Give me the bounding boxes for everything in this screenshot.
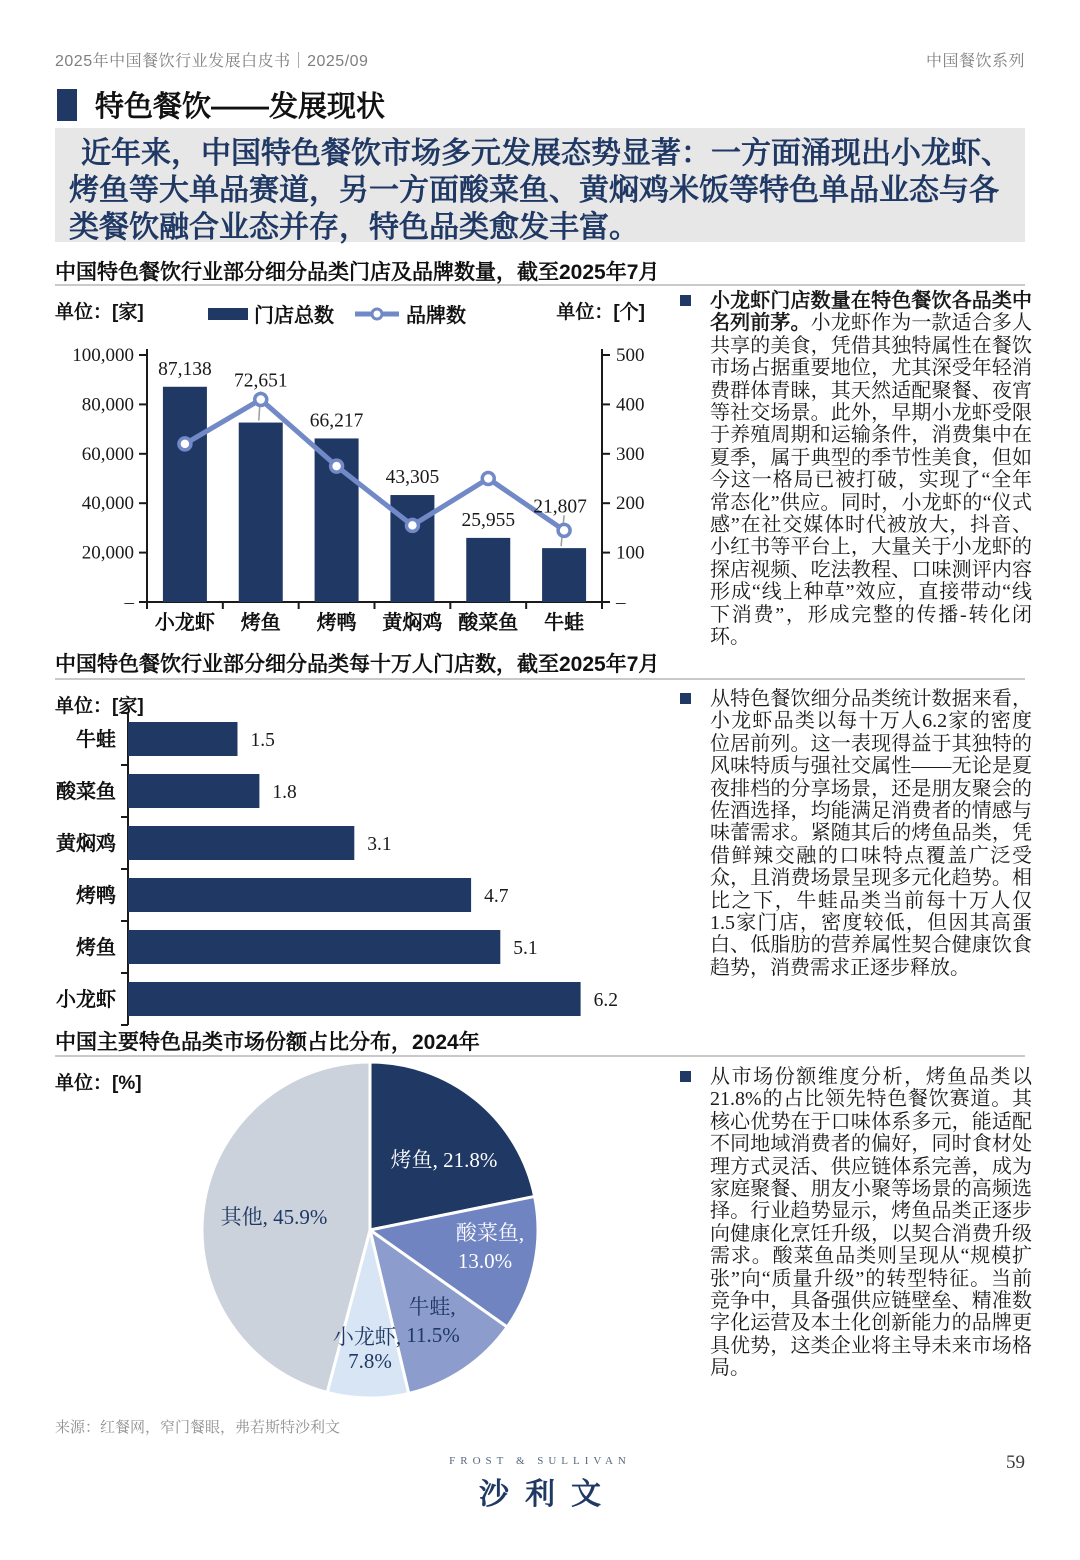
page-title: 特色餐饮——发展现状 (95, 91, 386, 123)
section3-unit: 单位：[%] (55, 1073, 142, 1094)
svg-text:1.8: 1.8 (272, 782, 297, 803)
svg-text:5.1: 5.1 (513, 938, 538, 959)
svg-text:80,000: 80,000 (81, 394, 134, 416)
bullet-1 (680, 290, 1032, 649)
svg-text:烤鱼: 烤鱼 (240, 612, 281, 634)
header-right: 中国餐饮系列 (925, 53, 1025, 70)
svg-text:牛蛙,: 牛蛙, (408, 1295, 456, 1319)
svg-text:烤鱼, 21.8%: 烤鱼, 21.8% (390, 1148, 498, 1172)
line-marker-swatch-icon (354, 307, 400, 321)
svg-text:100,000: 100,000 (72, 345, 134, 366)
svg-text:–: – (616, 592, 626, 613)
logo-wordmark-cn: 沙利文 (479, 1478, 617, 1511)
svg-text:500: 500 (616, 345, 645, 366)
section1-unit-left: 单位：[家] (55, 302, 144, 323)
title-row (57, 84, 385, 125)
svg-text:6.2: 6.2 (593, 990, 618, 1011)
svg-text:3.1: 3.1 (367, 834, 392, 855)
combo-bar-line-chart (40, 335, 660, 647)
svg-text:烤鸭: 烤鸭 (316, 612, 357, 634)
svg-text:11.5%: 11.5% (406, 1323, 460, 1347)
svg-text:烤鱼: 烤鱼 (76, 937, 116, 959)
svg-text:–: – (124, 592, 134, 613)
bar-swatch-icon (208, 308, 248, 320)
svg-text:黄焖鸡: 黄焖鸡 (382, 612, 443, 634)
legend-label: 门店总数 (254, 305, 334, 327)
svg-text:小龙虾: 小龙虾 (56, 989, 116, 1011)
source-note: 来源：红餐网，窄门餐眼，弗若斯特沙利文 (55, 1420, 341, 1436)
svg-text:20,000: 20,000 (81, 542, 134, 564)
svg-text:小龙虾,: 小龙虾, (332, 1325, 402, 1349)
svg-text:40,000: 40,000 (81, 493, 134, 515)
svg-text:其他, 45.9%: 其他, 45.9% (220, 1205, 328, 1229)
legend-item-stores (208, 299, 334, 328)
svg-text:43,305: 43,305 (385, 467, 440, 489)
svg-text:25,955: 25,955 (461, 509, 516, 531)
section3-rule (55, 1055, 1025, 1057)
frost-sullivan-logo (0, 1455, 1080, 1513)
svg-text:牛蛙: 牛蛙 (544, 612, 585, 634)
svg-text:200: 200 (616, 493, 645, 515)
section1-rule (55, 284, 1025, 286)
bullet-1-lead: 小龙虾门店数量在特色餐饮各品类中名列前茅。 (710, 290, 1032, 335)
bullet-3 (680, 1066, 1032, 1380)
svg-text:400: 400 (616, 394, 645, 416)
svg-text:酸菜鱼: 酸菜鱼 (56, 781, 116, 803)
bullet-2-text: 从特色餐饮细分品类统计数据来看，小龙虾品类以每十万人6.2家的密度位居前列。这一表现得益于其独特的风味特质与强社交属性——无论是夏夜排档的分享场景，还是朋友聚会的佐酒选择，均能满足消费者的情感与味蕾需求。紧随其后的烤鱼品类，凭借鲜辣交融的口味特点覆盖广泛受众，且消费场景呈现多元化趋势。相比之下，牛蛙品类当前每十万人仅1.5家门店，密度较低，但因其高蛋白、低脂肪的营养属性契合健康饮食趋势，消费需求正逐步释放。 (710, 688, 1032, 979)
svg-text:小龙虾: 小龙虾 (154, 612, 215, 634)
section2-rule (55, 678, 1025, 680)
svg-text:72,651: 72,651 (233, 370, 288, 392)
page-number: 59 (1006, 1452, 1025, 1473)
svg-text:87,138: 87,138 (158, 358, 212, 380)
svg-text:牛蛙: 牛蛙 (76, 729, 116, 751)
svg-text:1.5: 1.5 (250, 730, 275, 751)
svg-text:300: 300 (616, 443, 645, 465)
svg-text:烤鸭: 烤鸭 (76, 885, 116, 907)
bullet-square-icon (680, 295, 691, 306)
pie-chart (40, 1062, 660, 1407)
svg-text:7.8%: 7.8% (348, 1349, 392, 1373)
legend-item-brands (354, 299, 466, 328)
section1-title: 中国特色餐饮行业部分细分品类门店及品牌数量，截至2025年7月 (55, 261, 660, 284)
bullet-square-icon (680, 1071, 691, 1082)
bullet-2 (680, 688, 1032, 979)
summary-callout: 近年来，中国特色餐饮市场多元发展态势显著：一方面涌现出小龙虾、烤鱼等大单品赛道，另一方面酸菜鱼、黄焖鸡米饭等特色单品业态与各类餐饮融合业态并存，特色品类愈发丰富。 (55, 128, 1025, 242)
section3-title: 中国主要特色品类市场份额占比分布，2024年 (55, 1031, 480, 1054)
svg-text:66,217: 66,217 (309, 410, 364, 432)
legend-label: 品牌数 (406, 305, 466, 327)
bullet-1-text (710, 290, 1032, 649)
bullet-3-text: 从市场份额维度分析，烤鱼品类以21.8%的占比领先特色餐饮赛道。其核心优势在于口味体系多元，能适配不同地域消费者的偏好，同时食材处理方式灵活、供应链体系完善，成为家庭聚餐、朋友小聚等场景的高频选择。行业趋势显示，烤鱼品类正逐步向健康化烹饪升级，以契合消费升级需求。酸菜鱼品类则呈现从“规模扩张”向“质量升级”的转型特征。当前竞争中，具备强供应链壁垒、精准数字化运营及本土化创新能力的品牌更具优势，这类企业将主导未来市场格局。 (710, 1066, 1032, 1380)
svg-text:酸菜鱼: 酸菜鱼 (458, 612, 519, 634)
svg-text:4.7: 4.7 (484, 886, 509, 907)
section2-unit: 单位：[家] (55, 696, 144, 717)
svg-text:黄焖鸡: 黄焖鸡 (56, 833, 116, 855)
svg-text:21,807: 21,807 (533, 496, 587, 518)
svg-text:100: 100 (616, 542, 645, 564)
header-left: 2025年中国餐饮行业发展白皮书｜2025/09 (55, 53, 369, 70)
logo-wordmark-en: FROST & SULLIVAN (449, 1455, 631, 1467)
title-square-icon (57, 89, 77, 121)
section2-title: 中国特色餐饮行业部分细分品类每十万人门店数，截至2025年7月 (55, 653, 660, 676)
bullet-square-icon (680, 693, 691, 704)
hbar-chart (40, 712, 660, 1027)
section1-unit-right: 单位：[个] (556, 302, 645, 323)
svg-text:酸菜鱼,: 酸菜鱼, (455, 1221, 525, 1245)
svg-text:60,000: 60,000 (81, 443, 134, 465)
bullet-1-body: 小龙虾作为一款适合多人共享的美食，凭借其独特属性在餐饮市场占据重要地位，尤其深受年轻消费群体青睐，其天然适配聚餐、夜宵等社交场景。此外，早期小龙虾受限于养殖周期和运输条件，消费集中在夏季，属于典型的季节性美食，但如今这一格局已被打破，实现了“全年常态化”供应。同时，小龙虾的“仪式感”在社交媒体时代被放大，抖音、小红书等平台上，大量关于小龙虾的探店视频、吃法教程、口味测评内容形成“线上种草”效应，直接带动“线下消费”，形成完整的传播-转化闭环。 (710, 312, 1033, 649)
chart1-legend (208, 299, 466, 328)
svg-text:13.0%: 13.0% (457, 1249, 513, 1273)
